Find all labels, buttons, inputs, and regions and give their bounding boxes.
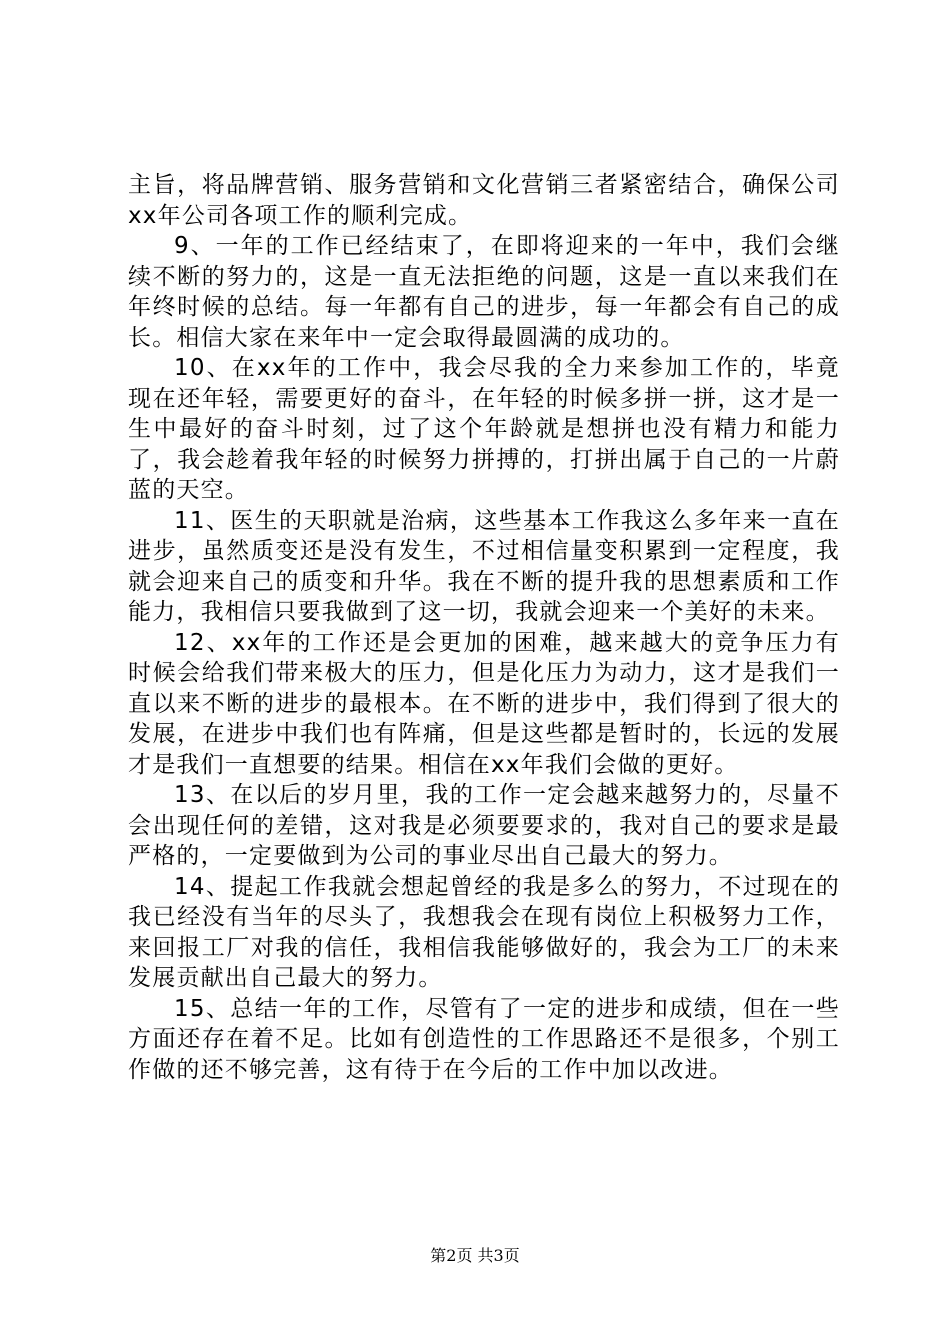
paragraph-10: 10、在xx年的工作中，我会尽我的全力来参加工作的，毕竟现在还年轻，需要更好的奋斗，在年轻的时候多拼一拼，这才是一生中最好的奋斗时刻，过了这个年龄就是想拼也没有精力和能力了，我会趁着我年轻的时候努力拼搏的，打拼出属于自己的一片蔚蓝的天空。: [128, 355, 840, 503]
page-number-footer: 第2页 共3页: [430, 1246, 520, 1265]
paragraph-13: 13、在以后的岁月里，我的工作一定会越来越努力的，尽量不会出现任何的差错，这对我是必须要要求的，我对自己的要求是最严格的，一定要做到为公司的事业尽出自己最大的努力。: [128, 782, 840, 869]
paragraph-15: 15、总结一年的工作，尽管有了一定的进步和成绩，但在一些方面还存在着不足。比如有创造性的工作思路还不是很多，个别工作做的还不够完善，这有待于在今后的工作中加以改进。: [128, 995, 840, 1083]
paragraph-12: 12、xx年的工作还是会更加的困难，越来越大的竞争压力有时候会给我们带来极大的压力，但是化压力为动力，这才是我们一直以来不断的进步的最根本。在不断的进步中，我们得到了很大的发展，在进步中我们也有阵痛，但是这些都是暂时的，长远的发展才是我们一直想要的结果。相信在xx年我们会做的更好。: [128, 629, 840, 778]
document-body: [128, 170, 840, 1085]
paragraph-continuation: 主旨，将品牌营销、服务营销和文化营销三者紧密结合，确保公司xx年公司各项工作的顺利完成。: [128, 172, 840, 229]
paragraph-14: 14、提起工作我就会想起曾经的我是多么的努力，不过现在的我已经没有当年的尽头了，我想我会在现有岗位上积极努力工作，来回报工厂对我的信任，我相信我能够做好的，我会为工厂的未来发展贡献出自己最大的努力。: [128, 873, 840, 991]
paragraph-11: 11、医生的天职就是治病，这些基本工作我这么多年来一直在进步，虽然质变还是没有发生，不过相信量变积累到一定程度，我就会迎来自己的质变和升华。我在不断的提升我的思想素质和工作能力，我相信只要我做到了这一切，我就会迎来一个美好的未来。: [128, 507, 840, 625]
paragraph-9: 9、一年的工作已经结束了，在即将迎来的一年中，我们会继续不断的努力的，这是一直无法拒绝的问题，这是一直以来我们在年终时候的总结。每一年都有自己的进步，每一年都会有自己的成长。相信大家在来年中一定会取得最圆满的成功的。: [128, 233, 840, 351]
